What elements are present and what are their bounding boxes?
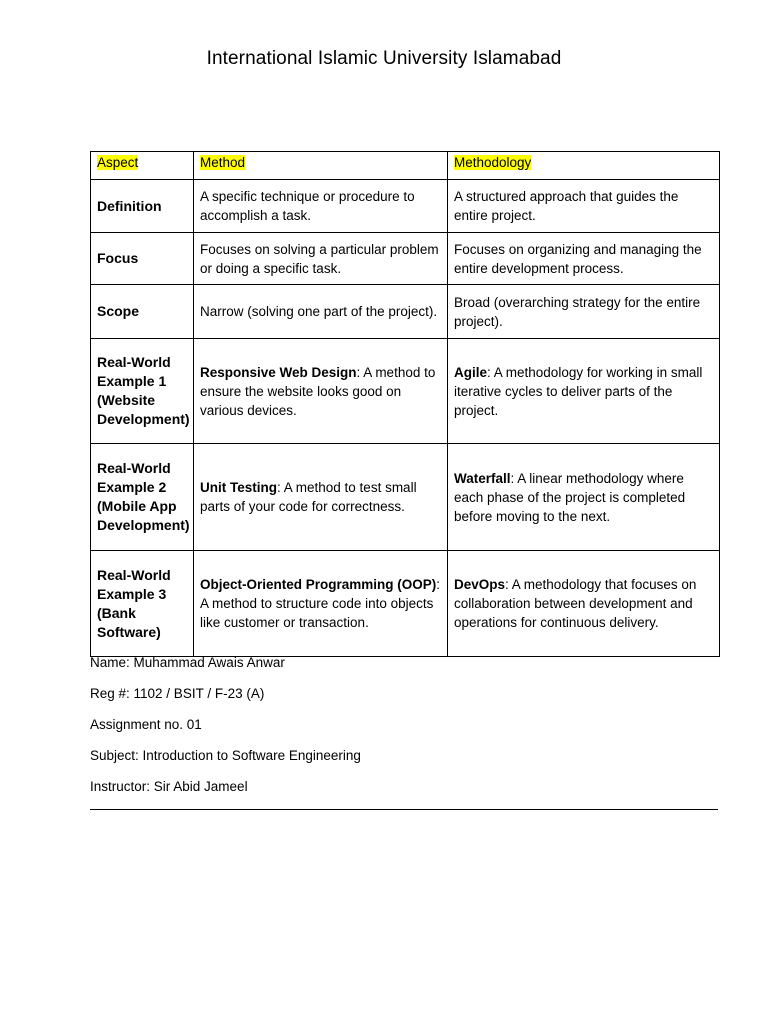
methodology-text: A structured approach that guides the entire project. [454,189,679,223]
method-text: Focuses on solving a particular problem or doing a specific task. [200,241,439,276]
student-name: Name: Muhammad Awais Anwar [90,655,285,670]
methodology-cell [448,285,720,339]
methodology-term: Waterfall [454,470,511,486]
table-row [91,180,720,233]
method-cell [194,285,448,339]
method-cell [194,551,448,657]
method-text: A specific technique or procedure to accomplish a task. [200,189,415,223]
page-title: International Islamic University Islamabad [206,48,562,69]
methodology-text: : A methodology for working in small iterative cycles to deliver parts of the project. [454,364,703,418]
methodology-term: DevOps [454,577,506,592]
registration-number: Reg #: 1102 / BSIT / F-23 (A) [90,686,265,701]
methodology-cell [448,233,720,285]
method-cell [194,233,448,285]
methodology-text: : A methodology that focuses on collaboration between development and operations for continuous delivery. [454,577,697,630]
table-row [91,339,720,444]
header-cell-aspect [91,152,194,180]
methodology-cell [448,339,720,444]
methodology-term: Agile [454,364,488,380]
aspect-cell: Real-World Example 1 (Website Development) [91,339,194,444]
horizontal-rule [90,809,718,810]
methodology-cell [448,444,720,551]
table-row [91,233,720,285]
header-cell-method [194,152,448,180]
method-cell [194,444,448,551]
method-text: : A method to structure code into objects like customer or transaction. [200,577,441,630]
instructor: Instructor: Sir Abid Jameel [90,779,248,794]
aspect-cell: Real-World Example 2 (Mobile App Development) [91,444,194,551]
aspect-cell: Definition [91,180,194,233]
aspect-cell: Scope [91,285,194,339]
assignment-number: Assignment no. 01 [90,717,202,732]
method-term: Object-Oriented Programming (OOP) [200,577,437,592]
comparison-table [90,151,720,657]
table-row [91,285,720,339]
method-cell [194,339,448,444]
methodology-cell [448,180,720,233]
method-term: Unit Testing [200,480,277,495]
methodology-text: Focuses on organizing and managing the entire development process. [454,241,702,276]
method-text: : A method to test small parts of your code for correctness. [200,480,417,514]
method-text: : A method to ensure the website looks good on various devices. [200,364,436,418]
method-term: Responsive Web Design [200,364,357,380]
aspect-cell: Focus [91,233,194,285]
table-row [91,551,720,657]
method-cell [194,180,448,233]
methodology-text: Broad (overarching strategy for the entire project). [454,294,701,329]
header-aspect-label: Aspect [97,155,139,170]
methodology-cell [448,551,720,657]
aspect-cell: Real-World Example 3 (Bank Software) [91,551,194,657]
table-header-row [91,152,720,180]
header-cell-methodology [448,152,720,180]
subject: Subject: Introduction to Software Engineering [90,748,361,763]
header-methodology-label: Methodology [454,155,532,170]
table-row [91,444,720,551]
methodology-text: : A linear methodology where each phase of the project is completed before moving to the next. [454,470,686,524]
header-method-label: Method [200,155,246,170]
method-text: Narrow (solving one part of the project). [200,304,438,319]
